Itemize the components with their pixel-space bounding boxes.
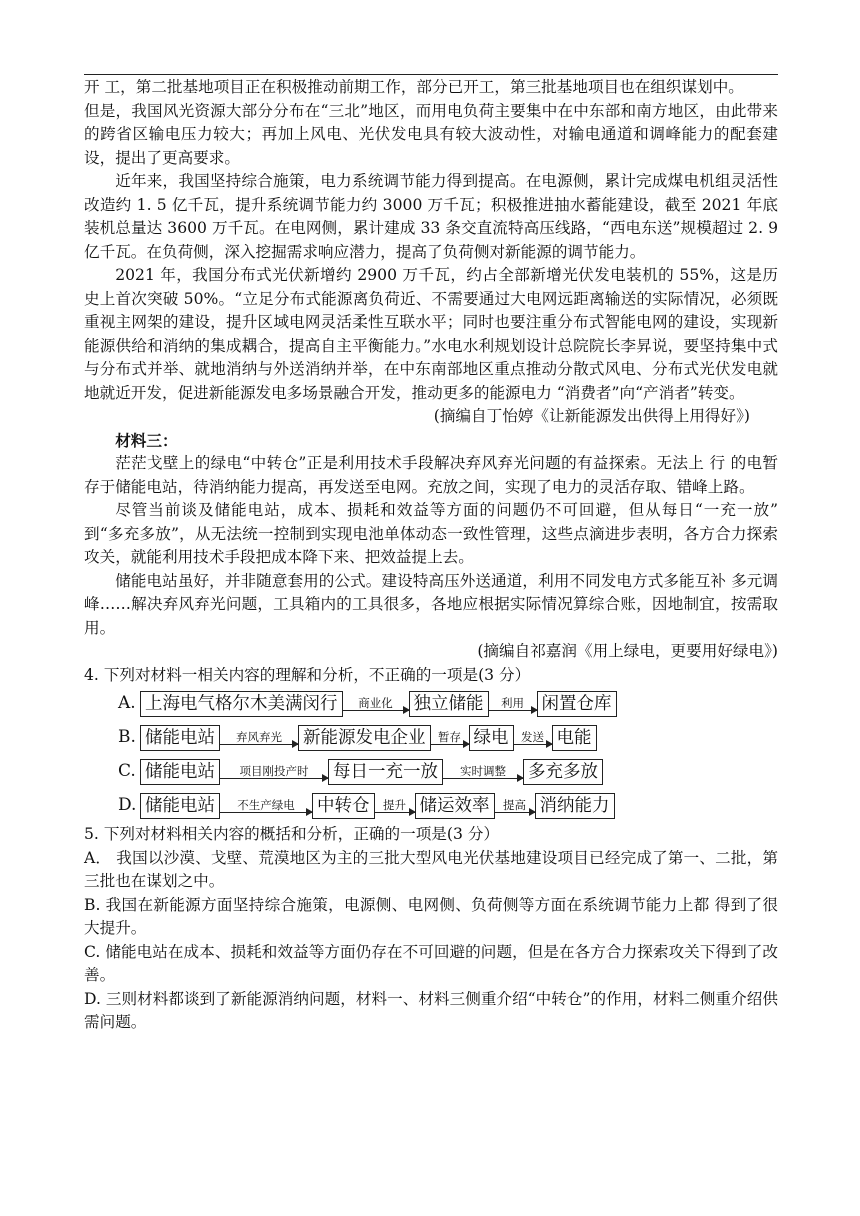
- flow-node: 新能源发电企业: [298, 725, 431, 751]
- flow-arrow: [343, 689, 409, 719]
- flow-arrow: [220, 757, 328, 787]
- material-heading: 材料三：: [115, 430, 178, 450]
- header-rule: [84, 74, 778, 75]
- paragraph: 茫茫戈壁上的绿电“中转仓”正是利用技术手段解决弃风弃光问题的有益探索。无法上 行 的电暂存于储能电站，待消纳能力提高，再发送至电网。充放之间，实现了电力的灵活存取、错峰上路。: [84, 454, 778, 496]
- paragraph: 但是，我国风光资源大部分分布在“三北”地区，而用电负荷主要集中在中东部和南方地区，由此带来的跨省区输电压力较大；再加上风电、光伏发电具有较大波动性，对输电通道和调峰能力的配套建设，提出了更高要求。: [84, 101, 778, 167]
- flow-arrow: [514, 723, 552, 753]
- source-citation: (摘编自祁嘉润《用上绿电，更要用好绿电》): [477, 642, 778, 660]
- question-4-stem: 4. 下列对材料一相关内容的理解和分析，不正确的一项是(3 分）: [84, 665, 531, 684]
- arrow-label: 暂存: [438, 730, 461, 744]
- flow-node: 多充多放: [523, 759, 603, 785]
- flow-node: 每日一充一放: [328, 759, 443, 785]
- q4-option-c-flow: [84, 755, 778, 789]
- arrow-label: 项目刚投产时: [239, 764, 309, 778]
- flow-node: 电能: [552, 725, 597, 751]
- arrow-label: 提高: [503, 798, 526, 812]
- source-citation: (摘编自丁怡婷《让新能源发出供得上用得好》): [433, 407, 750, 425]
- flow-arrow: [489, 689, 537, 719]
- flow-node: 储能电站: [140, 793, 220, 819]
- paragraph: 尽管当前谈及储能电站，成本、损耗和效益等方面的问题仍不可回避，但从每日“一充一放” 到“多充多放”，从无法统一控制到实现电池单体动态一致性管理，这些点滴进步表明，各方合力探索攻关，就能利用技术手段把成本降下来、把效益提上去。: [84, 501, 778, 566]
- q5-option-d: D. 三则材料都谈到了新能源消纳问题，材料一、材料三侧重介绍“中转仓”的作用，材料二侧重介绍供需问题。: [84, 989, 778, 1031]
- flow-node: 闲置仓库: [537, 691, 617, 717]
- flow-arrow: [443, 757, 523, 787]
- flow-arrow: [220, 723, 298, 753]
- flow-arrow: [431, 723, 469, 753]
- arrow-label: 发送: [521, 730, 544, 744]
- option-label: C.: [118, 761, 136, 782]
- paragraph: 近年来，我国坚持综合施策，电力系统调节能力得到提高。在电源侧，累计完成煤电机组灵活性改造约 1. 5 亿千瓦，提升系统调节能力约 3000 万千瓦；积极推进抽水蓄能建设，截至 2021 年底装机总量达 3600 万千瓦。在电网侧，累计建成 33 条交直流特高压线路，“西电东送”规模超过 2. 9 亿千瓦。在负荷侧，深入挖掘需求响应潜力，提高了负荷侧对新能源的调节能力。: [84, 172, 778, 261]
- option-label: A.: [118, 693, 136, 714]
- paragraph: 开 工，第二批基地项目正在积极推动前期工作，部分已开工，第三批基地项目也在组织谋划中。: [84, 78, 744, 96]
- q4-option-d-flow: [84, 789, 778, 823]
- flow-node: 上海电气格尔木美满闵行: [140, 691, 343, 717]
- arrow-label: 不生产绿电: [237, 798, 295, 812]
- flow-node: 储能电站: [140, 759, 220, 785]
- arrow-label: 利用: [501, 696, 524, 710]
- paragraph: 储能电站虽好，并非随意套用的公式。建设特高压外送通道，利用不同发电方式多能互补 多元调峰……解决弃风弃光问题，工具箱内的工具很多，各地应根据实际情况算综合账，因地制宜，按需取用。: [84, 571, 778, 637]
- document-body: [84, 76, 778, 1035]
- flow-arrow: [220, 791, 312, 821]
- option-label: D.: [118, 795, 137, 816]
- flow-node: 绿电: [469, 725, 514, 751]
- q5-option-a: A． 我国以沙漠、戈壁、荒漠地区为主的三批大型风电光伏基地建设项目已经完成了第一、二批，第三批也在谋划之中。: [84, 848, 778, 890]
- q5-option-c: C. 储能电站在成本、损耗和效益等方面仍存在不可回避的问题，但是在各方合力探索攻关下得到了改善。: [84, 942, 778, 984]
- option-label: B.: [118, 727, 136, 748]
- q4-option-a-flow: [84, 687, 778, 721]
- flow-node: 储运效率: [415, 793, 495, 819]
- question-5-stem: 5. 下列对材料相关内容的概括和分析，正确的一项是(3 分）: [84, 825, 500, 843]
- arrow-label: 弃风弃光: [236, 730, 282, 744]
- paragraph: 2021 年，我国分布式光伏新增约 2900 万千瓦，约占全部新增光伏发电装机的 55%，这是历史上首次突破 50%。“立足分布式能源离负荷近、不需要通过大电网远距离输送的实际情况，必须既重视主网架的建设，提升区域电网灵活柔性互联水平；同时也要注重分布式智能电网的建设，实现新能源供给和消纳的集成耦合，提高自主平衡能力。”水电水利规划设计总院院长李昇说，要坚持集中式与分布式并举、就地消纳与外送消纳并举，在中东南部地区重点推动分散式风电、分布式光伏发电就地就近开发，促进新能源发电多场景融合开发，推动更多的能源电力 “消费者”向“产消者”转变。: [84, 266, 778, 402]
- q5-option-b: B. 我国在新能源方面坚持综合施策，电源侧、电网侧、负荷侧等方面在系统调节能力上都 得到了很大提升。: [84, 895, 778, 937]
- arrow-label: 提升: [383, 798, 406, 812]
- flow-node: 储能电站: [140, 725, 220, 751]
- q4-option-b-flow: [84, 721, 778, 755]
- arrow-label: 商业化: [358, 696, 393, 710]
- flow-arrow: [375, 791, 415, 821]
- flow-node: 消纳能力: [535, 793, 615, 819]
- flow-arrow: [495, 791, 535, 821]
- flow-node: 中转仓: [312, 793, 375, 819]
- flow-node: 独立储能: [409, 691, 489, 717]
- arrow-label: 实时调整: [460, 764, 506, 778]
